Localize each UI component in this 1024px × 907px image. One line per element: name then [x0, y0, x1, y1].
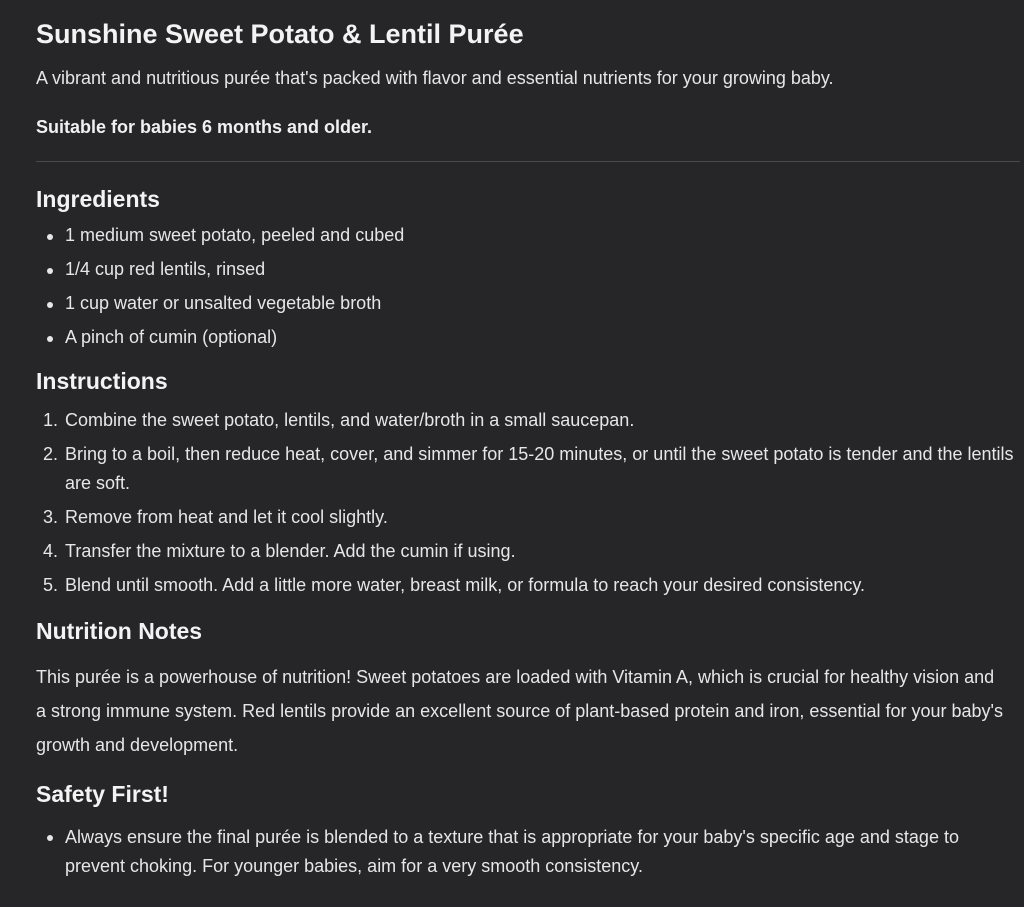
instructions-heading: Instructions — [36, 368, 168, 394]
instruction-step — [36, 537, 1024, 566]
safety-list — [36, 823, 1024, 881]
ingredient-item: 1 cup water or unsalted vegetable broth — [36, 290, 1024, 317]
safety-heading: Safety First! — [36, 781, 169, 807]
step-text: Blend until smooth. Add a little more water, breast milk, or formula to reach your desired consistency. — [65, 575, 866, 595]
step-number: 5. — [43, 575, 59, 595]
safety-item: Always ensure the final purée is blended to a texture that is appropriate for your baby's specific age and stage to prevent choking. For younger babies, aim for a very smooth consistency. — [36, 823, 1015, 881]
age-suitability-note: Suitable for babies 6 months and older. — [36, 117, 373, 137]
step-text: Remove from heat and let it cool slightly. — [65, 507, 388, 527]
step-number: 4. — [43, 541, 59, 561]
nutrition-heading: Nutrition Notes — [36, 618, 203, 644]
ingredient-item: 1 medium sweet potato, peeled and cubed — [36, 222, 1024, 249]
instruction-step — [36, 440, 1024, 498]
section-divider — [36, 161, 1020, 162]
ingredient-item: 1/4 cup red lentils, rinsed — [36, 256, 1024, 283]
instruction-step — [36, 406, 1024, 435]
page-title: Sunshine Sweet Potato & Lentil Purée — [36, 19, 524, 49]
ingredients-list — [36, 222, 1024, 351]
step-number: 1. — [43, 410, 59, 430]
nutrition-paragraph: This purée is a powerhouse of nutrition! Sweet potatoes are loaded with Vitamin A, which is crucial for healthy vision and a strong immune system. Red lentils provide an excellent source of plant-based protein and iron, essential for your baby's growth and development. — [36, 667, 1003, 755]
instructions-list — [36, 406, 1024, 600]
step-text: Bring to a boil, then reduce heat, cover, and simmer for 15-20 minutes, or until the sweet potato is tender and the lentils are soft. — [65, 444, 1014, 493]
step-text: Transfer the mixture to a blender. Add the cumin if using. — [65, 541, 516, 561]
instruction-step — [36, 503, 1024, 532]
step-number: 3. — [43, 507, 59, 527]
intro-paragraph: A vibrant and nutritious purée that's packed with flavor and essential nutrients for your growing baby. — [36, 68, 834, 88]
ingredients-heading: Ingredients — [36, 186, 160, 212]
step-number: 2. — [43, 444, 59, 464]
instruction-step — [36, 571, 1024, 600]
step-text: Combine the sweet potato, lentils, and water/broth in a small saucepan. — [65, 410, 635, 430]
ingredient-item: A pinch of cumin (optional) — [36, 324, 1024, 351]
